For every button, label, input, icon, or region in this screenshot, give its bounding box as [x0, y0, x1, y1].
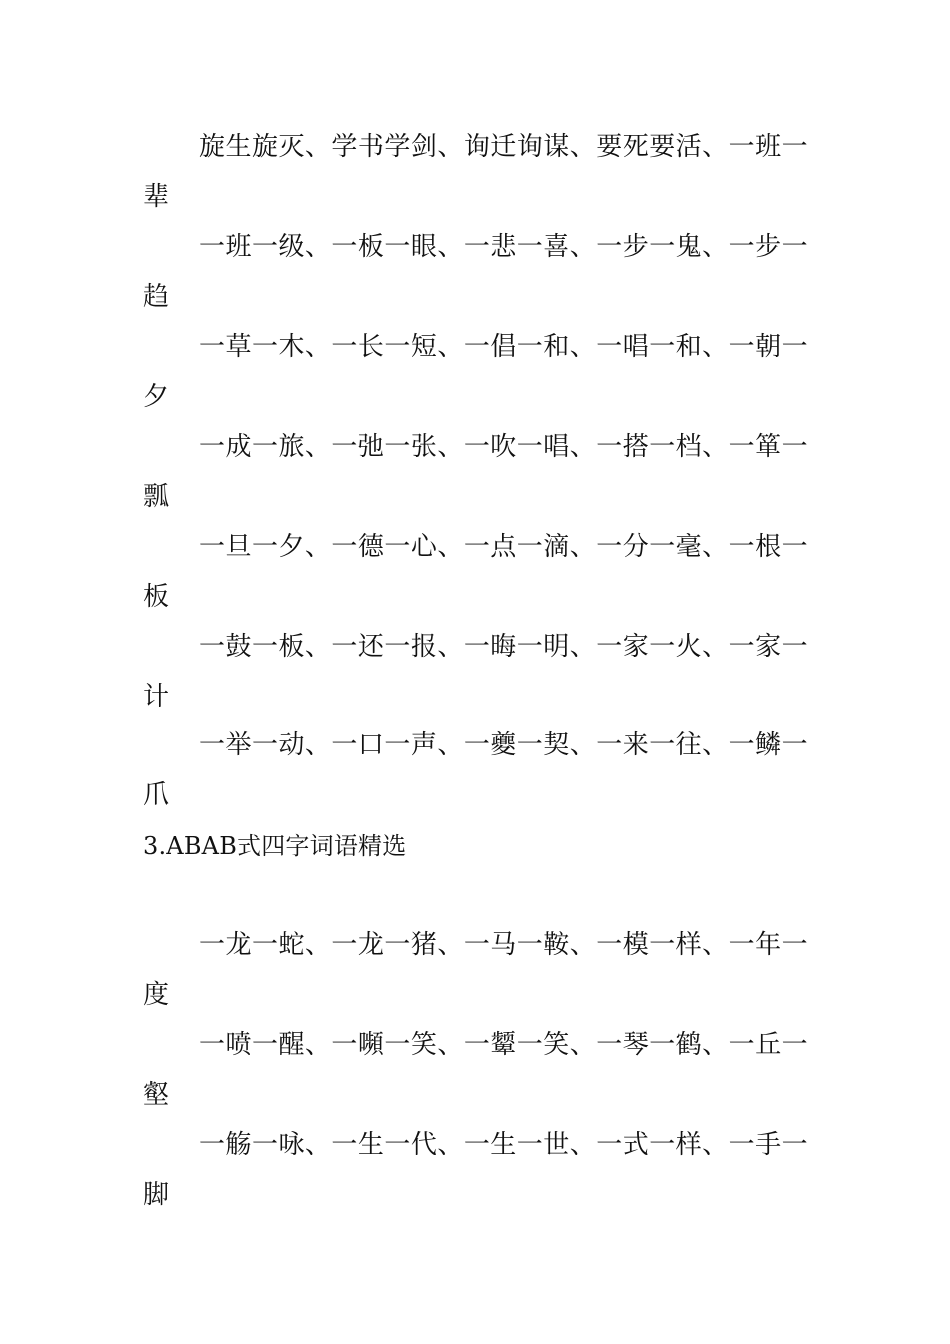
paragraph-7: 一举一动、一口一声、一夔一契、一来一往、一鳞一爪	[143, 730, 808, 810]
paragraph-1: 旋生旋灭、学书学剑、询迁询谋、要死要活、一班一辈	[143, 132, 808, 212]
paragraph-6: 一鼓一板、一还一报、一晦一明、一家一火、一家一计	[143, 632, 808, 712]
section-heading: 3.ABAB式四字词语精选	[143, 832, 407, 860]
paragraph-4: 一成一旅、一弛一张、一吹一唱、一搭一档、一箪一瓢	[143, 432, 808, 512]
paragraph-3: 一草一木、一长一短、一倡一和、一唱一和、一朝一夕	[143, 332, 808, 412]
paragraph-9: 一喷一醒、一嚬一笑、一颦一笑、一琴一鹤、一丘一壑	[143, 1030, 808, 1110]
paragraph-5: 一旦一夕、一德一心、一点一滴、一分一毫、一根一板	[143, 532, 808, 612]
paragraph-8: 一龙一蛇、一龙一猪、一马一鞍、一模一样、一年一度	[143, 930, 808, 1010]
paragraph-10: 一觞一咏、一生一代、一生一世、一式一样、一手一脚	[143, 1130, 808, 1210]
paragraph-2: 一班一级、一板一眼、一悲一喜、一步一鬼、一步一趋	[143, 232, 808, 312]
